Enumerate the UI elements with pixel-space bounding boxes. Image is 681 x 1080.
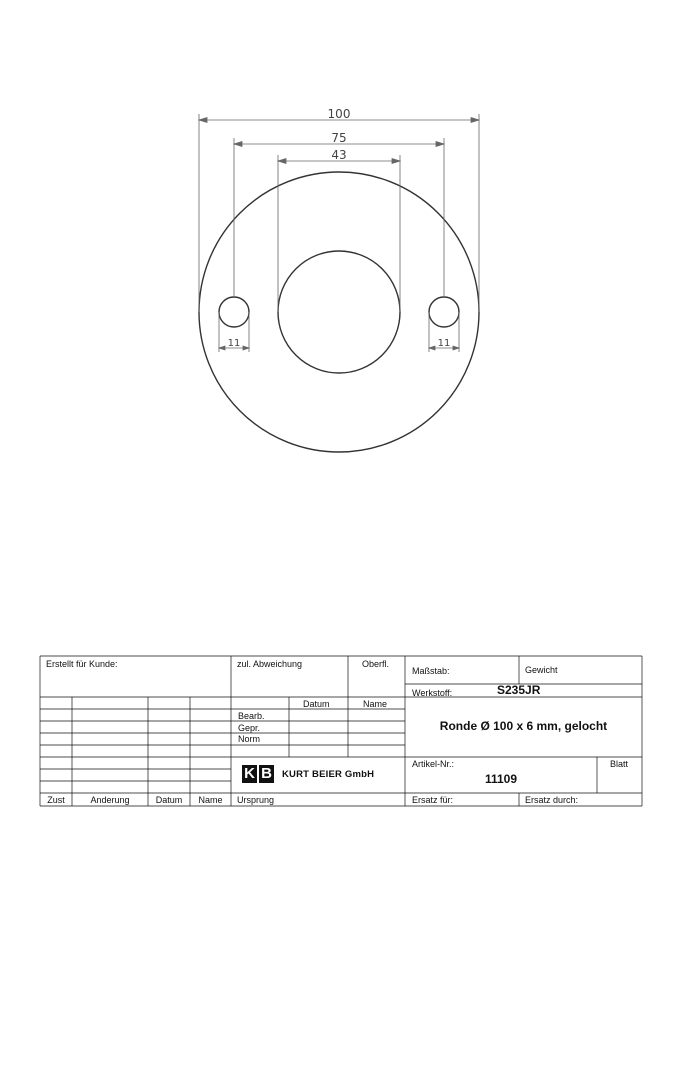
replaced-by-label: Ersatz durch: — [525, 795, 579, 805]
right-bolt-hole — [429, 297, 459, 327]
dim-bolt-circle: 75 — [331, 131, 347, 145]
checked-label: Gepr. — [238, 723, 261, 733]
scale-label: Maßstab: — [412, 666, 450, 676]
dim-center-hole: 43 — [331, 148, 347, 162]
surface-label: Oberfl. — [362, 659, 390, 669]
material-value: S235JR — [497, 683, 541, 697]
company-name: KURT BEIER GmbH — [282, 768, 375, 780]
article-label: Artikel-Nr.: — [412, 759, 455, 769]
revision-change-header: Anderung — [90, 795, 130, 805]
revision-state-header: Zust — [47, 795, 65, 805]
dimension-labels — [228, 107, 451, 349]
name-header: Name — [363, 699, 388, 709]
revision-name-header: Name — [198, 795, 223, 805]
dim-left-hole: 11 — [227, 338, 241, 349]
left-bolt-hole — [219, 297, 249, 327]
replacement-for-label: Ersatz für: — [412, 795, 454, 805]
norm-label: Norm — [238, 734, 260, 744]
company-logo — [242, 765, 374, 783]
drawing-title: Ronde Ø 100 x 6 mm, gelocht — [439, 719, 608, 733]
part-geometry — [199, 172, 479, 452]
dim-outer-diameter: 100 — [327, 107, 351, 121]
origin-label: Ursprung — [237, 795, 275, 805]
customer-label: Erstellt für Kunde: — [46, 659, 118, 669]
revision-date-header: Datum — [155, 795, 183, 805]
dim-right-hole: 11 — [437, 338, 451, 349]
date-header: Datum — [303, 699, 330, 709]
logo-letter-k: K — [242, 765, 257, 783]
article-value: 11109 — [484, 772, 518, 786]
logo-letter-b: B — [259, 765, 274, 783]
sheet-label: Blatt — [610, 759, 629, 769]
weight-label: Gewicht — [525, 665, 558, 675]
outer-circle — [199, 172, 479, 452]
material-label: Werkstoff: — [412, 688, 453, 698]
tolerance-label: zul. Abweichung — [237, 659, 303, 669]
edited-label: Bearb. — [238, 711, 265, 721]
center-hole — [278, 251, 400, 373]
